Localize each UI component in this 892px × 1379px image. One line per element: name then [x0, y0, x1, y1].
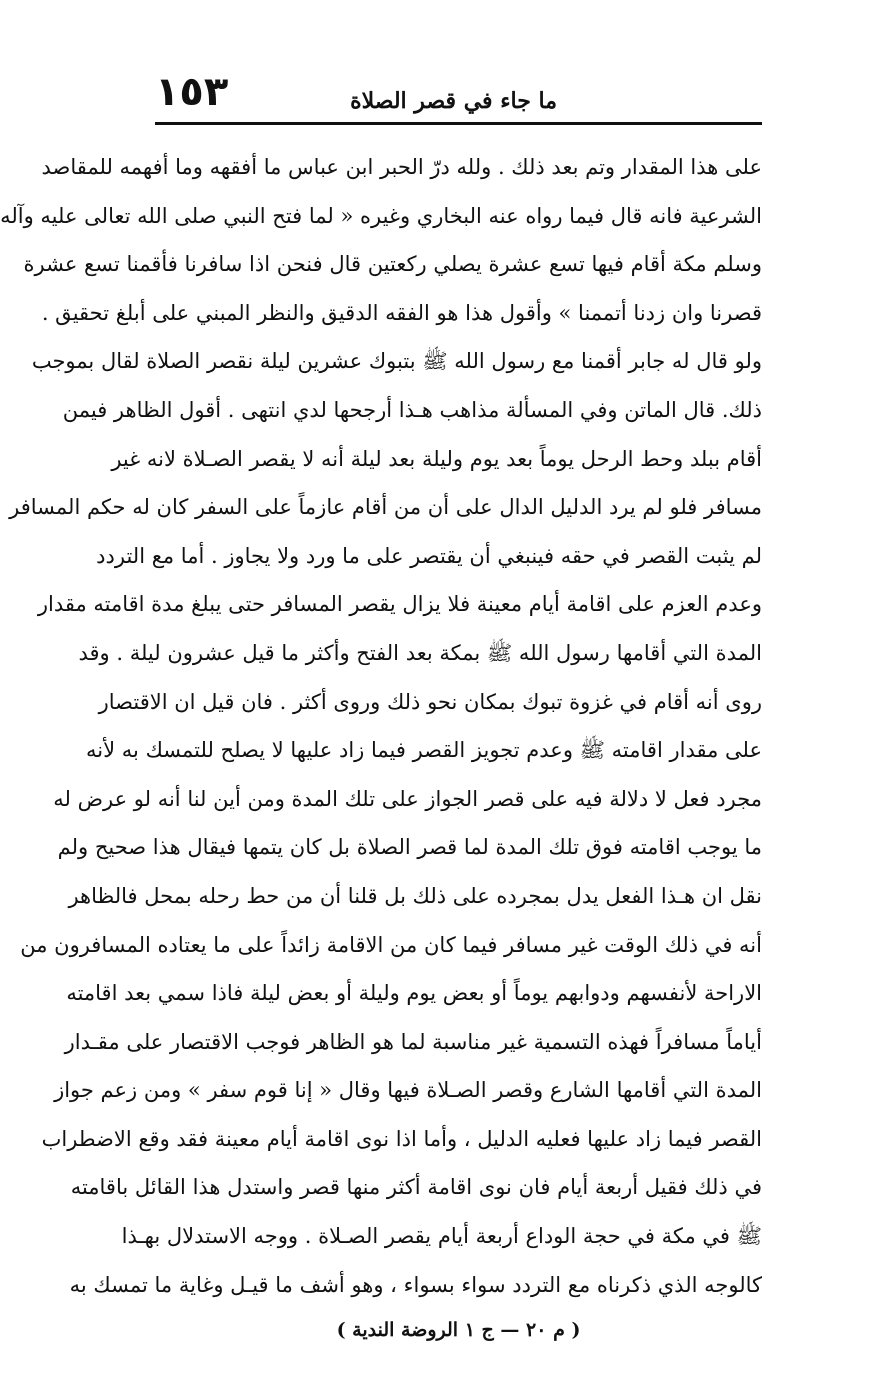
text-line: على هذا المقدار وتم بعد ذلك . ولله درّ الحبر ابن عباس ما أفقهه وما أفهمه للمقاصد: [41, 155, 762, 179]
text-line: الاراحة لأنفسهم ودوابهم يوماً أو بعض يوم وليلة أو بعض ليلة فاذا سمي بعد اقامته: [66, 981, 762, 1006]
page-header: [155, 60, 762, 115]
page-number: ١٥٣: [155, 69, 229, 115]
running-title: ما جاء في قصر الصلاة: [350, 88, 557, 114]
text-line: قصرنا وان زدنا أتممنا » وأقول هذا هو الفقه الدقيق والنظر المبني على أبلغ تحقيق .: [41, 300, 762, 325]
footer-signature: ( م ٢٠ — ج ١ الروضة الندية ): [336, 1319, 581, 1342]
text-line: روى أنه أقام في غزوة تبوك بمكان نحو ذلك وروى أكثر . فان قيل ان الاقتصار: [98, 689, 762, 714]
text-line: ذلك. قال الماتن وفي المسألة مذاهب هـذا أرجحها لدي انتهى . أقول الظاهر فيمن: [62, 397, 762, 422]
text-line: المدة التي أقامها رسول الله ﷺ بمكة بعد الفتح وأكثر ما قيل عشرون ليلة . وقد: [78, 640, 762, 665]
text-line: لم يثبت القصر في حقه فينبغي أن يقتصر على ما ورد ولا يجاوز . أما مع التردد: [96, 543, 762, 568]
text-line: مسافر فلو لم يرد الدليل الدال على أن من أقام عازماً على السفر كان له حكم المسافر: [9, 495, 762, 520]
text-line: في ذلك فقيل أربعة أيام فان نوى اقامة أكثر منها قصر واستدل هذا القائل باقامته: [70, 1175, 762, 1200]
text-line: كالوجه الذي ذكرناه مع التردد سواء بسواء ، وهو أشف ما قيـل وغاية ما تمسك به: [69, 1272, 762, 1297]
text-line: وعدم العزم على اقامة أيام معينة فلا يزال يقصر المسافر حتى يبلغ مدة اقامته مقدار: [37, 592, 762, 617]
text-line: الشرعية فانه قال فيما رواه عنه البخاري وغيره « لما فتح النبي صلى الله تعالى عليه وآله: [0, 203, 762, 228]
text-line: مجرد فعل لا دلالة فيه على قصر الجواز على تلك المدة ومن أين لنا أنه لو عرض له: [53, 786, 762, 811]
text-line: أقام ببلد وحط الرحل يوماً بعد يوم وليلة بعد ليلة أنه لا يقصر الصـلاة لانه غير: [111, 446, 762, 471]
text-line: ما يوجب اقامته فوق تلك المدة لما قصر الصلاة بل كان يتمها فيقال هذا صحيح ولم: [57, 835, 762, 860]
text-line: القصر فيما زاد عليها فعليه الدليل ، وأما اذا نوى اقامة أيام معينة فقد وقع الاضطراب: [41, 1126, 762, 1151]
text-line: ولو قال له جابر أقمنا مع رسول الله ﷺ بتبوك عشرين ليلة نقصر الصلاة لقال بموجب: [31, 349, 762, 374]
text-line: أياماً مسافراً فهذه التسمية غير مناسبة لما هو الظاهر فوجب الاقتصار على مقـدار: [64, 1029, 762, 1054]
text-line: أنه في ذلك الوقت غير مسافر فيما كان من الاقامة زائداً على ما يعتاده المسافرون من: [20, 932, 762, 957]
header-rule: [155, 122, 762, 125]
body-text: [0, 143, 762, 1309]
text-line: المدة التي أقامها الشارع وقصر الصـلاة فيها وقال « إنا قوم سفر » ومن زعم جواز: [54, 1078, 762, 1103]
text-line: على مقدار اقامته ﷺ وعدم تجويز القصر فيما زاد عليها لا يصلح للتمسك به لأنه: [86, 738, 762, 763]
text-line: ﷺ في مكة في حجة الوداع أربعة أيام يقصر الصـلاة . ووجه الاستدلال بهـذا: [121, 1224, 762, 1249]
text-line: وسلم مكة أقام فيها تسع عشرة يصلي ركعتين قال فنحن اذا سافرنا فأقمنا تسع عشرة: [23, 252, 762, 277]
text-line: نقل ان هـذا الفعل يدل بمجرده على ذلك بل قلنا أن من حط رحله بمحل فالظاهر: [68, 883, 762, 908]
